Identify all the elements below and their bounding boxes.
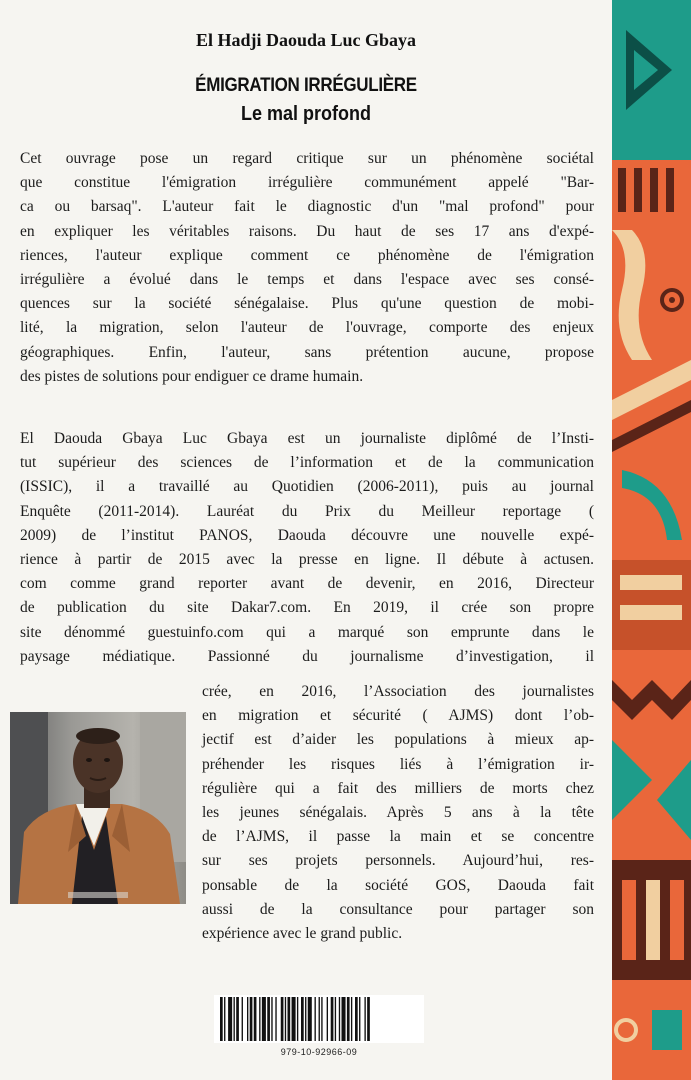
barcode-bar <box>347 997 350 1041</box>
summary-line: que constitue l'émigration irrégulière communément appelé "Bar- <box>20 174 594 192</box>
barcode-bar <box>267 997 270 1041</box>
barcode-bar <box>339 997 340 1041</box>
barcode-bar <box>359 997 360 1041</box>
author-name: El Hadji Daouda Luc Gbaya <box>195 30 417 50</box>
bio-line: les jeunes sénégalais. Après 5 ans à la tête <box>202 804 594 822</box>
bio-line: ponsable de la société GOS, Daouda fait <box>202 876 594 894</box>
barcode-bar <box>367 997 370 1041</box>
bio-line: crée, en 2016, l’Association des journalistes <box>202 683 594 700</box>
bio-line: com comme grand reporter avant de devenir, en 2016, Directeur <box>20 575 594 593</box>
summary-line: des pistes de solutions pour endiguer ce drame humain. <box>20 367 364 385</box>
summary-paragraph <box>20 147 594 389</box>
bio-line: tut supérieur des sciences de l’information et de la communication <box>20 454 594 472</box>
bio-line: de l’AJMS, il passe la main et se concentre <box>202 828 594 846</box>
barcode-bar <box>220 997 223 1041</box>
barcode-bar <box>262 997 266 1041</box>
bio-line: rience à partir de 2015 avec la presse en ligne. Il débute à actusen. <box>20 551 594 569</box>
barcode-bar <box>247 997 248 1041</box>
bio-line: jectif est d’aider les populations à mieux ap- <box>202 731 594 749</box>
barcode-bar <box>242 997 243 1041</box>
summary-line: Cet ouvrage pose un regard critique sur un phénomène sociétal <box>20 150 594 167</box>
barcode-bar <box>234 997 235 1041</box>
barcode-bar <box>327 997 328 1041</box>
summary-line: ca ou barsaq". L'auteur fait le diagnostic d'un "mal profond" pour <box>20 198 594 216</box>
bio-line: de publication du site Dakar7.com. En 2019, il crée son propre <box>20 599 594 617</box>
barcode-bar <box>271 997 272 1041</box>
bio-line: préhender les risques liés à l’émigration ir- <box>202 755 594 773</box>
barcode-bar <box>250 997 253 1041</box>
summary-line: quences sur la société sénégalaise. Plus qu'une question de mobi- <box>20 295 594 313</box>
bio-line: (ISSIC), il a travaillé au Quotidien (2006-2011), puis au journal <box>20 478 594 496</box>
bio-continued-paragraph <box>202 680 594 946</box>
bio-line: Enquête (2011-2014). Lauréat du Prix du Meilleur reportage ( <box>20 502 594 520</box>
isbn-number: 979-10-92966-09 <box>280 1047 358 1057</box>
summary-line: irrégulière a évolué dans le temps et dans l'espace avec ses consé- <box>20 271 594 289</box>
barcode-bar <box>224 997 225 1041</box>
bio-line: site dénommé guestuinfo.com qui a marqué son emprunte dans le <box>20 623 594 641</box>
bio-line: El Daouda Gbaya Luc Gbaya est un journaliste diplômé de l’Insti- <box>20 430 594 447</box>
barcode-bar <box>228 997 232 1041</box>
barcode-bar <box>355 997 358 1041</box>
barcode-bar <box>319 997 320 1041</box>
barcode-bar <box>315 997 316 1041</box>
barcode-bar <box>331 997 334 1041</box>
barcode-bar <box>364 997 365 1041</box>
barcode-bar <box>285 997 286 1041</box>
bio-line: 2009) de l’institut PANOS, Daouda découvre une nouvelle expé- <box>20 526 594 544</box>
barcode-bar <box>236 997 239 1041</box>
barcode-bar <box>275 997 276 1041</box>
barcode-bar <box>308 997 312 1041</box>
barcode-bar <box>305 997 306 1041</box>
spine-artwork <box>612 0 691 1080</box>
bio-line: expérience avec le grand public. <box>202 925 403 943</box>
summary-line: géographiques. Enfin, l'auteur, sans prétention aucune, propose <box>20 343 594 361</box>
barcode-bar <box>281 997 284 1041</box>
barcode <box>214 995 424 1043</box>
barcode-bar <box>335 997 336 1041</box>
book-subtitle: Le mal profond <box>241 101 371 125</box>
barcode-bar <box>259 997 260 1041</box>
bio-paragraph <box>20 427 594 669</box>
summary-line: riences, l'auteur explique comment ce phénomène de l'émigration <box>20 246 594 264</box>
bio-line: en migration et sécurité ( AJMS) dont l’ob- <box>202 707 594 725</box>
bio-line: paysage médiatique. Passionné du journalisme d’investigation, il <box>20 647 594 665</box>
summary-line: en expliquer les véritables raisons. Du haut de ses 17 ans d'expé- <box>20 222 594 240</box>
barcode-bar <box>301 997 304 1041</box>
summary-line: lité, la migration, selon l'auteur de l'ouvrage, comporte des enjeux <box>20 319 594 337</box>
book-title: ÉMIGRATION IRRÉGULIÈRE <box>195 73 417 96</box>
bio-line: sur ses projets personnels. Aujourd’hui, res- <box>202 852 594 870</box>
barcode-bar <box>288 997 291 1041</box>
bio-line: régulière qui a fait des milliers de morts chez <box>202 779 594 797</box>
barcode-bar <box>342 997 346 1041</box>
barcode-bar <box>321 997 322 1041</box>
author-photo <box>10 712 186 904</box>
bio-line: aussi de la consultance pour partager son <box>202 900 594 918</box>
barcode-bar <box>254 997 257 1041</box>
barcode-bar <box>351 997 352 1041</box>
barcode-bar <box>297 997 298 1041</box>
barcode-bar <box>292 997 296 1041</box>
